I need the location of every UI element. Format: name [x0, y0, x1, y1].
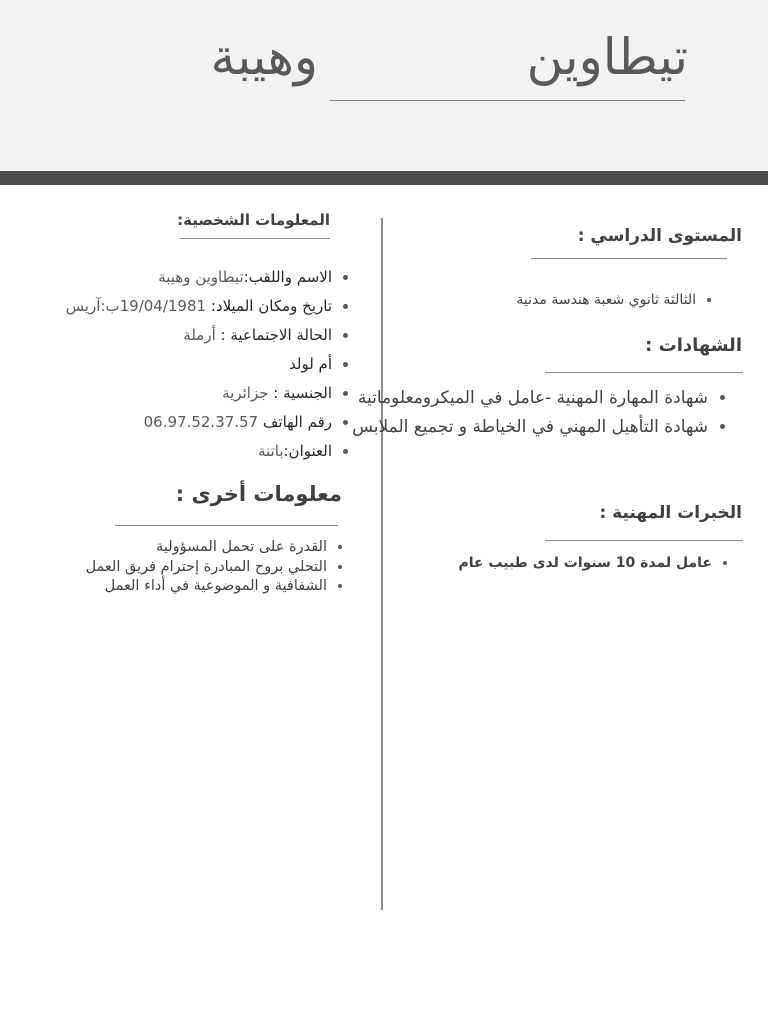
header-last-name: وهيبة — [210, 28, 318, 86]
experience-list — [458, 553, 732, 573]
list-item: • التحلي بروح المبادرة إحترام فريق العمل — [22, 558, 327, 578]
list-item: • الشفافية و الموضوعية في أداء العمل — [22, 577, 327, 597]
item-value: باتنة — [258, 442, 284, 460]
education-heading: المستوى الدراسي : — [577, 226, 742, 246]
other-info-heading: معلومات أخرى : — [175, 482, 342, 506]
personal-info-list — [66, 263, 348, 466]
item-label: العنوان: — [283, 442, 332, 460]
column-divider — [381, 218, 383, 910]
list-item: • الثالثة ثانوي شعبة هندسة مدنية — [516, 289, 696, 311]
header-band — [0, 0, 768, 171]
list-item — [66, 408, 332, 437]
item-value: أرملة — [183, 326, 216, 344]
item-label: الجنسية : — [268, 384, 332, 402]
item-value: 06.97.52.37.57 — [143, 413, 259, 431]
certificates-rule — [545, 372, 743, 373]
item-value: 19/04/1981ب:آريس — [65, 297, 207, 315]
education-rule — [531, 258, 727, 259]
header-dark-band — [0, 171, 768, 185]
other-info-list — [22, 538, 342, 597]
certificates-list — [352, 384, 728, 442]
item-value: جزائرية — [222, 384, 269, 402]
list-item — [66, 437, 332, 466]
item-label: رقم الهاتف — [258, 413, 332, 431]
list-item — [66, 263, 332, 292]
header-first-name: تيطاوين — [526, 28, 688, 86]
personal-info-rule — [180, 238, 330, 239]
item-label: الحالة الاجتماعية : — [215, 326, 332, 344]
experience-heading: الخبرات المهنية : — [599, 503, 742, 523]
item-label: أم لولد — [289, 355, 332, 373]
experience-rule — [545, 540, 743, 541]
header-underline — [330, 100, 685, 101]
personal-info-heading: المعلومات الشخصية: — [177, 211, 330, 229]
list-item: • القدرة على تحمل المسؤولية — [22, 538, 327, 558]
education-list — [516, 289, 712, 311]
certificates-heading: الشهادات : — [645, 335, 742, 356]
other-info-rule — [115, 525, 338, 526]
list-item — [66, 292, 332, 321]
item-value: تيطاوين وهيبة — [158, 268, 244, 286]
list-item: • شهادة المهارة المهنية -عامل في الميكرومعلوماتية — [388, 384, 708, 413]
item-label: تاريخ ومكان الميلاد: — [206, 297, 332, 315]
list-item — [66, 321, 332, 350]
item-label: الاسم واللقب: — [243, 268, 332, 286]
list-item: • عامل لمدة 10 سنوات لدى طبيب عام — [472, 553, 712, 573]
list-item: • شهادة التأهيل المهني في الخياطة و تجميع الملابس — [388, 413, 708, 442]
list-item — [66, 379, 332, 408]
list-item — [66, 350, 332, 379]
